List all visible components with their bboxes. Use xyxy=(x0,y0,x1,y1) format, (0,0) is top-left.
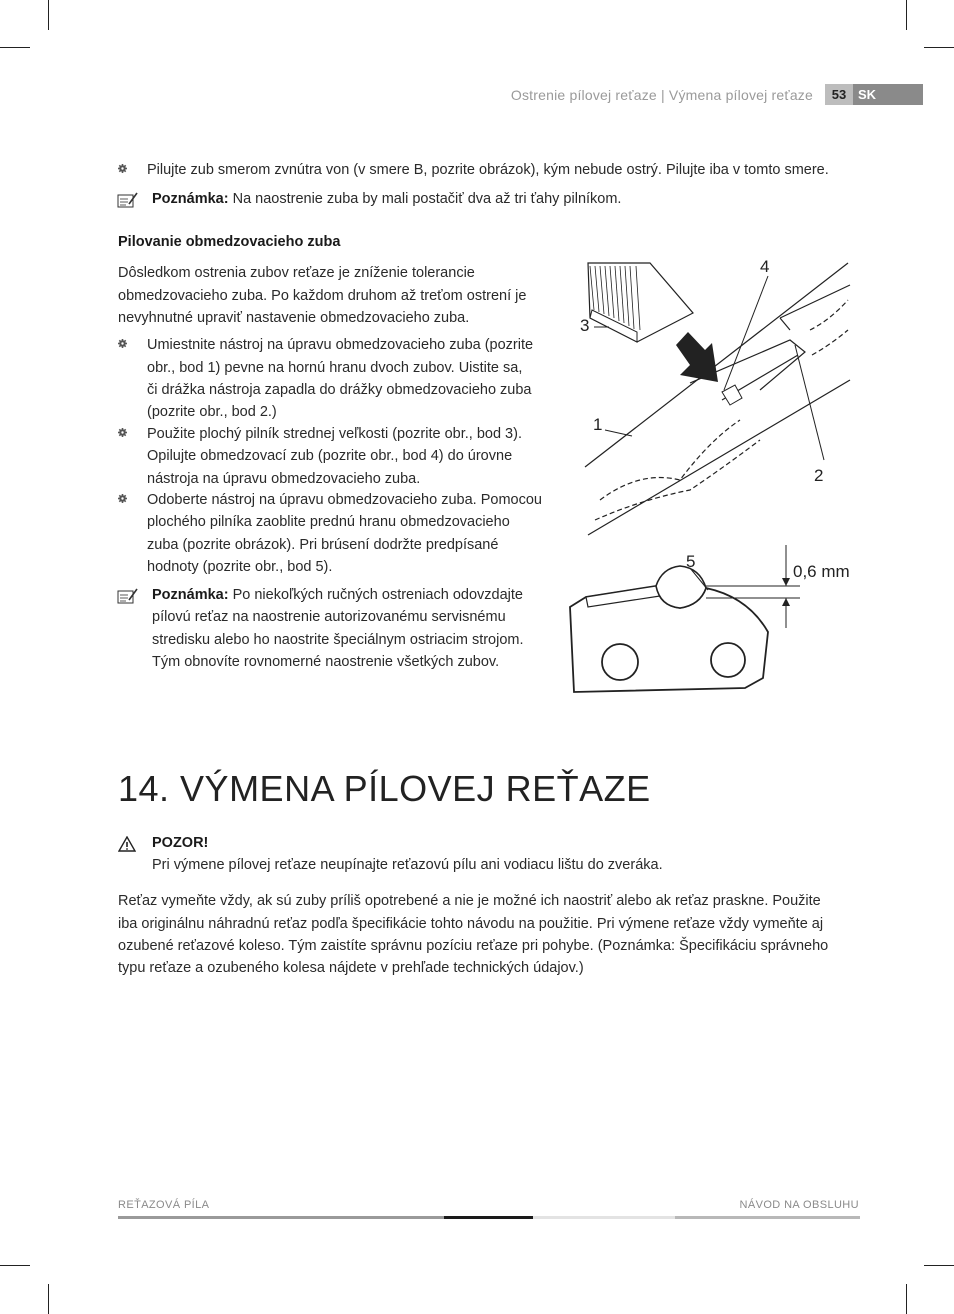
chain-filing-illustration xyxy=(560,250,880,705)
crop-mark xyxy=(924,1265,954,1266)
footer-manual: NÁVOD NA OBSLUHU xyxy=(739,1199,859,1211)
language-tab: SK xyxy=(853,84,923,105)
bullet-line: hodnoty (pozrite obr., bod 5). xyxy=(147,559,333,575)
paragraph-line: ozubené reťazové koleso. Tým zaistíte správnu pozíciu reťaze pri pohybe. (Poznámka: Špecifikáciu správneho xyxy=(118,938,829,954)
crop-mark xyxy=(48,0,49,30)
intro-line: nevyhnutné upraviť nastavenie obmedzovacieho zuba. xyxy=(118,310,470,326)
crop-mark xyxy=(48,1284,49,1314)
intro-line: Dôsledkom ostrenia zubov reťaze je zníženie tolerancie xyxy=(118,265,475,281)
figure-label-2: 2 xyxy=(814,466,824,485)
intro-line: obmedzovacieho zuba. Po každom druhom až treťom ostrení je xyxy=(118,287,527,304)
crop-mark xyxy=(924,47,954,48)
gear-bullet-icon xyxy=(118,339,127,348)
note-text: Po niekoľkých ručných ostreniach odovzdajte xyxy=(228,587,523,603)
flat-file-drawing xyxy=(588,263,693,342)
figure-label-4: 4 xyxy=(760,257,770,276)
note-2-line: Tým obnovíte rovnomerné naostrenie všetkých zubov. xyxy=(152,654,500,670)
crop-mark xyxy=(906,0,907,30)
note-label: Poznámka: xyxy=(152,191,229,207)
warning-label: POZOR! xyxy=(152,835,209,851)
figure-label-1: 1 xyxy=(593,415,603,434)
note-label: Poznámka: xyxy=(152,587,229,603)
bullet-line: Použite plochý pilník strednej veľkosti (pozrite obr., bod 3). xyxy=(147,426,522,442)
paragraph-line: Reťaz vymeňte vždy, ak sú zuby príliš opotrebené a nie je možné ich naostriť alebo ak reťaz praskne. Použite xyxy=(118,893,821,909)
intro-bullet-text: Pilujte zub smerom zvnútra von (v smere B, pozrite obrázok), kým nebude ostrý. Pilujte iba v tomto smere. xyxy=(147,162,829,178)
gear-bullet-icon xyxy=(118,494,127,503)
note-pencil-icon xyxy=(117,588,139,604)
paragraph-line: typu reťaze a ozubeného kolesa nájdete v prehľade technických údajov.) xyxy=(118,960,584,976)
chain-tooth-drawing xyxy=(570,566,768,692)
dimension-label: 0,6 mm xyxy=(793,562,850,581)
figure-label-3: 3 xyxy=(580,316,590,335)
warning-text: Pri výmene pílovej reťaze neupínajte reťazovú pílu ani vodiacu lištu do zveráka. xyxy=(152,857,663,873)
note-2-first-line xyxy=(152,584,523,607)
footer-bar xyxy=(533,1216,675,1219)
paragraph-line: iba originálnu náhradnú reťaz podľa špecifikácie tohto návodu na použitie. Pri výmene reťaze vždy vymeňte aj xyxy=(118,915,824,932)
footer-product: REŤAZOVÁ PÍLA xyxy=(118,1199,210,1211)
bullet-line: plochého pilníka zaoblite prednú hranu obmedzovacieho xyxy=(147,514,510,530)
note-2-line: pílovú reťaz na naostrenie autorizovanému servisnému xyxy=(152,609,506,625)
bullet-line: obr., bod 1) pevne na hornú hranu dvoch zubov. Uistite sa, xyxy=(147,359,523,376)
note-pencil-icon xyxy=(117,192,139,208)
crop-mark xyxy=(0,47,30,48)
chapter-title: 14. VÝMENA PÍLOVEJ REŤAZE xyxy=(118,768,651,809)
gear-bullet-icon xyxy=(118,164,127,173)
warning-triangle-icon xyxy=(118,836,136,852)
bullet-line: zuba (pozrite obrázok). Pri brúsení dodržte predpísané xyxy=(147,536,499,553)
bullet-line: Umiestnite nástroj na úpravu obmedzovacieho zuba (pozrite xyxy=(147,337,534,353)
header-section-title: Ostrenie pílovej reťaze | Výmena pílovej reťaze xyxy=(510,87,813,103)
footer-bar xyxy=(675,1216,860,1219)
figure-label-5: 5 xyxy=(686,552,696,571)
note-1 xyxy=(152,188,621,211)
bullet-line: či drážka nástroja zapadla do drážky obmedzovacieho zuba xyxy=(147,382,532,398)
arrow-icon xyxy=(676,332,718,382)
gear-bullet-icon xyxy=(118,428,127,437)
bullet-line: Odoberte nástroj na úpravu obmedzovacieho zuba. Pomocou xyxy=(147,492,542,508)
bullet-line: (pozrite obr., bod 2.) xyxy=(147,404,277,420)
crop-mark xyxy=(0,1265,30,1266)
section-heading: Pilovanie obmedzovacieho zuba xyxy=(118,234,341,250)
bullet-line: nástroja na úpravu obmedzovacieho zuba. xyxy=(147,470,421,487)
note-text: Na naostrenie zuba by mali postačiť dva až tri ťahy pilníkom. xyxy=(228,191,622,207)
note-2-line: stredisku alebo ho naostrite špeciálnym ostriacim strojom. xyxy=(152,631,524,648)
footer-bar xyxy=(118,1216,444,1219)
footer-bar xyxy=(444,1216,533,1219)
bullet-line: Opilujte obmedzovací zub (pozrite obr., bod 4) do úrovne xyxy=(147,448,513,464)
page-number: 53 xyxy=(825,84,853,105)
crop-mark xyxy=(906,1284,907,1314)
